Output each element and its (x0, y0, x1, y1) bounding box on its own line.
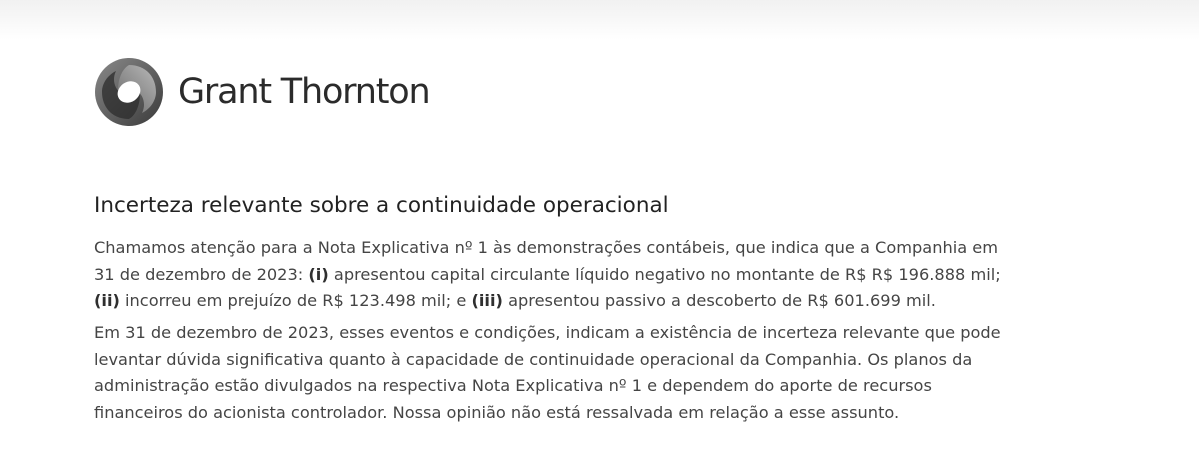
paragraph-2-line-4: financeiros do acionista controlador. Nossa opinião não está ressalvada em relação a esse assunto. (94, 402, 900, 422)
paragraph-1-line-2 (94, 262, 1134, 289)
paragraph-1-line-1: Chamamos atenção para a Nota Explicativa nº 1 às demonstrações contábeis, que indica que a Companhia em (94, 238, 999, 257)
paragraph-2-line-2: levantar dúvida significativa quanto à capacidade de continuidade operacional da Companhia. Os planos da (94, 349, 973, 369)
marker-iii: (iii) (471, 291, 503, 310)
marker-i: (i) (308, 264, 329, 284)
grant-thornton-swirl-icon (94, 57, 164, 127)
paragraph-1 (94, 235, 1134, 315)
paragraph-2-line-1: Em 31 de dezembro de 2023, esses eventos e condições, indicam a existência de incerteza relevante que pode (94, 323, 1001, 342)
grant-thornton-logo (94, 57, 429, 127)
section-heading: Incerteza relevante sobre a continuidade operacional (94, 193, 669, 218)
paragraph-2 (94, 320, 1134, 426)
line-2-suffix: apresentou capital circulante líquido negativo no montante de R$ R$ 196.888 mil; (328, 264, 1001, 284)
line-3-suffix: apresentou passivo a descoberto de R$ 601.699 mil. (502, 291, 936, 310)
line-3-middle: incorreu em prejuízo de R$ 123.498 mil; e (119, 291, 472, 310)
line-2-prefix: 31 de dezembro de 2023: (94, 264, 309, 284)
logo-wordmark: Grant Thornton (178, 71, 430, 112)
top-shade (0, 0, 1199, 40)
paragraph-1-line-3 (94, 288, 1134, 315)
marker-ii: (ii) (94, 291, 120, 310)
paragraph-2-line-3: administração estão divulgados na respectiva Nota Explicativa nº 1 e dependem do aporte de recursos (94, 376, 932, 395)
